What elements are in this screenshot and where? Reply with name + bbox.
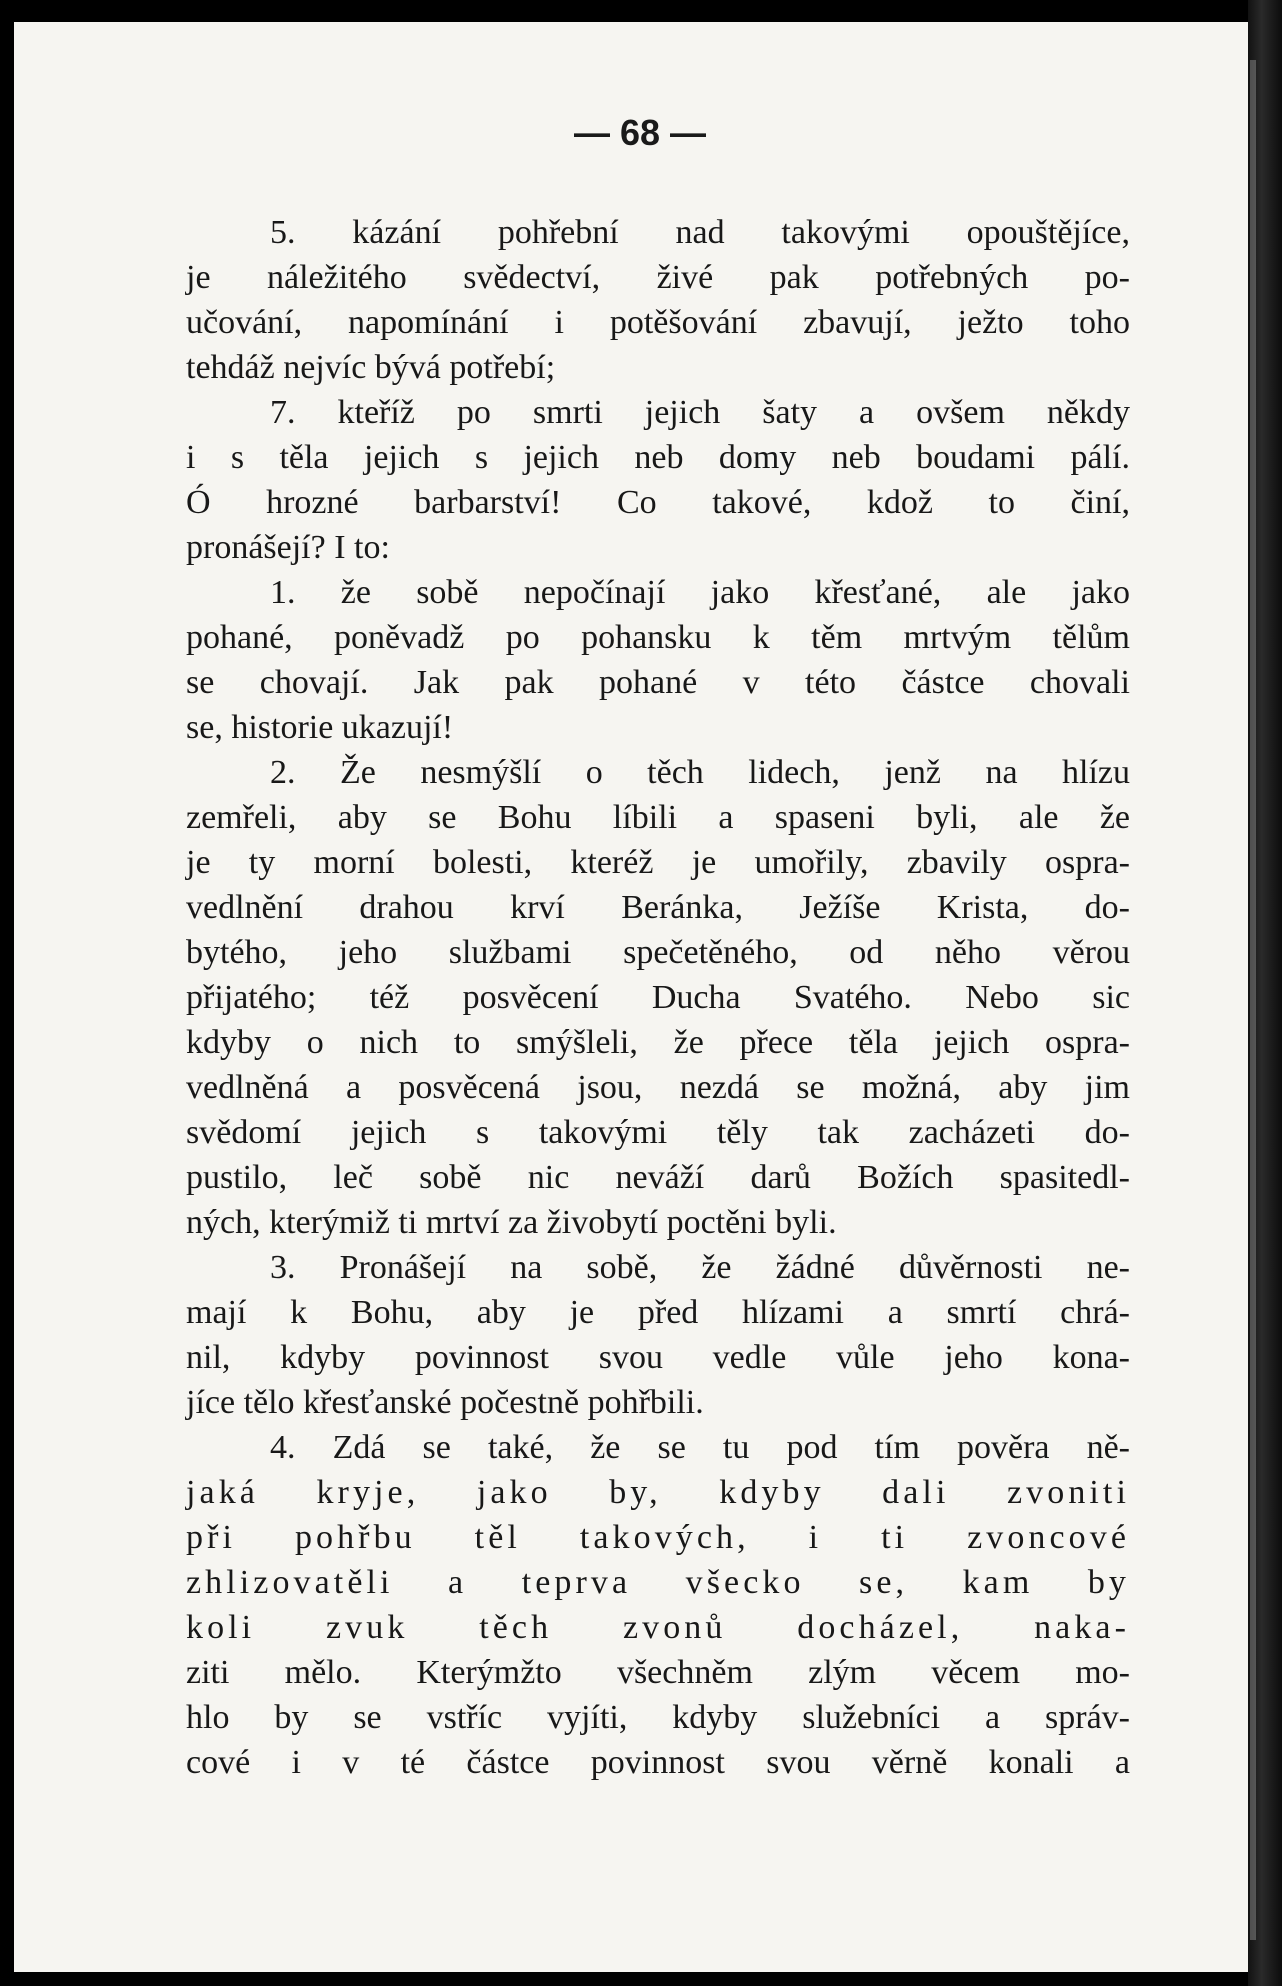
body-text [186,210,1130,1785]
text-line-1: 5. kázání pohřební nad takovými opouštějíce, [270,214,1130,251]
text-line-35: cové i v té částce povinnost svou věrně konali a [186,1744,1130,1781]
text-line-23: ných, kterýmiž ti mrtví za živobytí poctěni byli. [186,1204,837,1241]
text-line-12: se, historie ukazují! [186,709,454,746]
text-line-9: 1. že sobě nepočínají jako křesťané, ale jako [270,574,1130,611]
text-line-24: 3. Pronášejí na sobě, že žádné důvěrnosti ne- [270,1249,1130,1286]
text-line-17: bytého, jeho službami spečetěného, od něho věrou [186,934,1130,971]
text-line-34: hlo by se vstříc vyjíti, kdyby služebníci a správ- [186,1699,1130,1736]
text-line-8: pronášejí? I to: [186,529,390,566]
text-line-13: 2. Že nesmýšlí o těch lidech, jenž na hlízu [270,754,1130,791]
text-line-7: Ó hrozné barbarství! Co takové, kdož to činí, [186,484,1130,521]
text-line-2: je náležitého svědectví, živé pak potřebných po- [186,259,1130,296]
text-line-10: pohané, poněvadž po pohansku k těm mrtvým tělům [186,619,1130,656]
page-number: — 68 — [573,112,707,153]
text-line-18: přijatého; též posvěcení Ducha Svatého. Nebo sic [186,979,1130,1016]
text-line-19: kdyby o nich to smýšleli, že přece těla jejich ospra- [186,1024,1130,1061]
text-line-30: při pohřbu těl takových, i ti zvoncové [186,1519,1130,1556]
text-line-11: se chovají. Jak pak pohané v této částce chovali [186,664,1130,701]
text-line-32: koli zvuk těch zvonů docházel, naka- [186,1609,1130,1646]
text-line-16: vedlnění drahou krví Beránka, Ježíše Krista, do- [186,889,1130,926]
text-line-22: pustilo, leč sobě nic neváží darů Božích spasitedl- [186,1159,1130,1196]
text-line-33: ziti mělo. Kterýmžto všechněm zlým věcem mo- [186,1654,1130,1691]
text-line-31: zhlizovatěli a teprva všecko se, kam by [186,1564,1130,1601]
text-line-6: i s těla jejich s jejich neb domy neb boudami pálí. [186,439,1130,476]
text-line-3: učování, napomínání i potěšování zbavují, ježto toho [186,304,1130,341]
text-line-27: jíce tělo křesťanské počestně pohřbili. [186,1384,704,1421]
page-edge-shadow [1250,60,1256,1940]
text-line-21: svědomí jejich s takovými těly tak zacházeti do- [186,1114,1130,1151]
text-line-25: mají k Bohu, aby je před hlízami a smrtí chrá- [186,1294,1130,1331]
text-line-29: jaká kryje, jako by, kdyby dali zvoniti [186,1474,1130,1511]
text-line-15: je ty morní bolesti, kteréž je umořily, zbavily ospra- [186,844,1130,881]
text-line-5: 7. kteříž po smrti jejich šaty a ovšem někdy [270,394,1130,431]
text-line-26: nil, kdyby povinnost svou vedle vůle jeho kona- [186,1339,1130,1376]
text-line-28: 4. Zdá se také, že se tu pod tím pověra ně- [270,1429,1130,1466]
text-line-4: tehdáž nejvíc bývá potřebí; [186,349,556,386]
text-line-20: vedlněná a posvěcená jsou, nezdá se možná, aby jim [186,1069,1130,1106]
text-line-14: zemřeli, aby se Bohu líbili a spaseni byli, ale že [186,799,1130,836]
